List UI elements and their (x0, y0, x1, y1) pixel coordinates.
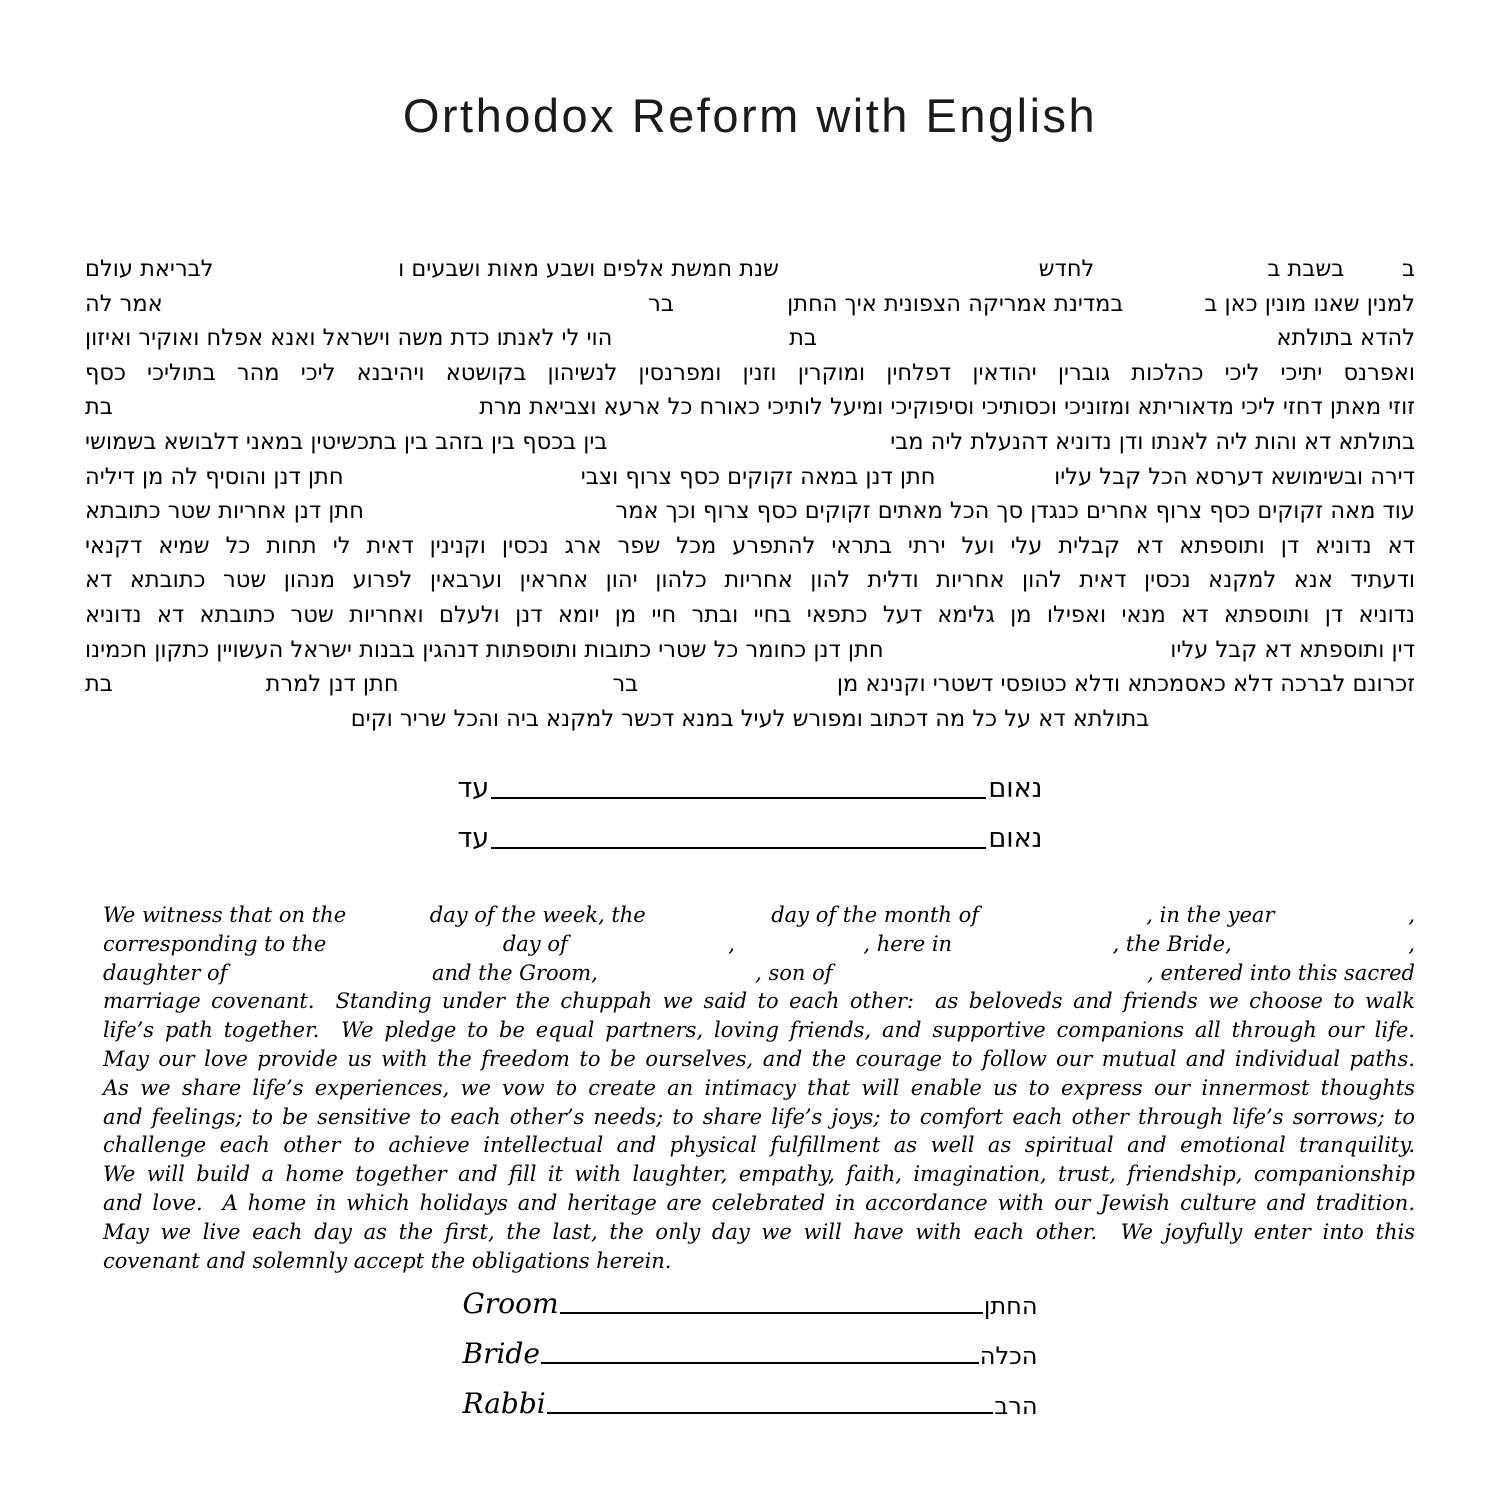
hebrew-contract-line (85, 425, 1415, 460)
hebrew-contract-line: נדוניא דן ותוספתא דא מנאי ואפילו מן גלימא דעל כתפאי בחיי ובתר חיי מן יומא דנן ולעלם ואחריות שטר כתובתא דא נדוניא (85, 601, 1415, 628)
text-segment: הוי לי לאנתו כדת משה וישראל ואנא אפלח ואוקיר ואיזון (85, 325, 613, 352)
text-segment: בין בכסף בין בזהב בין בתכשיטין במאני דלבושא בשמושי (85, 428, 608, 455)
hebrew-contract-line: ודעתיד אנא למקנא נכסין דאית להון אחריות ודלית להון אחריות כלהון יהון אחראין וערבאין לפרוע מנהון שטר כתובתא דא (85, 567, 1415, 594)
bride-label: Bride (462, 1337, 540, 1370)
rabbi-label: Rabbi (462, 1387, 546, 1420)
text-segment: זכרונם לברכה דלא כאסמכתא ודלא כטופסי דשטרי וקנינא מן (836, 671, 1415, 698)
english-covenant-line: May our love provide us with the freedom to be ourselves, and the courage to follow our mutual and individual paths. (103, 1046, 1415, 1071)
text-segment: day of the week, the (429, 903, 646, 927)
text-segment: , in the year (1146, 903, 1275, 927)
hebrew-contract-line (85, 321, 1415, 356)
text-segment: במדינת אמריקה הצפונית איך החתן (787, 290, 1124, 317)
text-segment: daughter of (103, 960, 228, 985)
text-segment: לחדש (1038, 256, 1095, 282)
text-segment: , here in (863, 931, 953, 956)
text-segment: and the Groom, (431, 960, 598, 985)
rabbi-signature-row (463, 1383, 1038, 1420)
hebrew-contract-lines (85, 252, 1415, 702)
text-segment: שנת חמשת אלפים ושבע מאות ושבעים ו (398, 256, 779, 282)
text-segment: , (1408, 931, 1415, 956)
text-segment: דירה ובשימושא דערסא הכל קבל עליו (1054, 463, 1415, 490)
text-segment: לבריאת עולם (85, 256, 214, 282)
text-segment: בתולתא דא והות ליה לאנתו ודן נדוניא דהנעלת ליה מבי (890, 428, 1415, 455)
signature-section (0, 1283, 1500, 1433)
hebrew-contract-line (85, 460, 1415, 495)
hebrew-contract-line (85, 494, 1415, 529)
text-segment: חתן דנן אחריות שטר כתובתא (85, 498, 364, 525)
text-segment: corresponding to the (103, 931, 327, 956)
english-covenant-section (103, 901, 1415, 1275)
text-segment: להדא בתולתא (1276, 325, 1415, 352)
text-segment: , (1408, 903, 1415, 927)
bride-signature-blank (541, 1362, 979, 1364)
english-closing-line: covenant and solemnly accept the obligations herein. (103, 1248, 672, 1273)
hebrew-contract-line (85, 252, 1415, 287)
english-covenant-line (103, 930, 1415, 959)
hebrew-closing-line: בתולתא דא על כל מה דכתוב ומפורש לעיל במנא דכשר למקנא ביה והכל שריר וקים (350, 705, 1150, 732)
witness-signature-row (458, 820, 1043, 854)
hebrew-contract-line (85, 390, 1415, 425)
text-segment: דין ותוספתא דא קבל עליו (1170, 636, 1415, 663)
text-segment: We witness that on the (103, 903, 347, 927)
text-segment: , the Bride, (1112, 931, 1232, 956)
witness-label: עד (457, 823, 490, 854)
text-segment: בת (85, 671, 113, 698)
hebrew-contract-line (85, 287, 1415, 322)
english-covenant-line: We will build a home together and fill it with laughter, empathy, faith, imagination, trust, friendship, companionship (103, 1162, 1415, 1187)
english-covenant-line: life’s path together. We pledge to be equal partners, loving friends, and supportive companions all through our life. (103, 1018, 1415, 1043)
text-segment: ב (1401, 256, 1415, 282)
text-segment: חתן דנן למרת (265, 671, 399, 698)
english-covenant-line: challenge each other to achieve intellectual and physical fulfillment as well as spiritual and emotional tranquility. (103, 1133, 1415, 1158)
text-segment: , entered into this sacred (1147, 960, 1415, 985)
english-covenant-line: May we live each day as the first, the last, the only day we will have with each other. We joyfully enter into this (103, 1219, 1415, 1244)
english-covenant-line: marriage covenant. Standing under the chuppah we said to each other: as beloveds and friends we choose to walk (103, 989, 1415, 1014)
text-segment: , (728, 931, 735, 956)
document-title: Orthodox Reform with English (402, 89, 1098, 142)
text-segment: בשבת ב (1267, 256, 1345, 282)
hebrew-contract-line: ואפרנס יתיכי ליכי כהלכות גוברין יהודאין דפלחין ומוקרין וזנין ומפרנסין לנשיהון בקושטא ויהיבנא ליכי מהר בתוליכי כסף (85, 359, 1415, 386)
hebrew-contract-line (85, 633, 1415, 668)
text-segment: עוד מאה זקוקים כסף צרוף אחרים כנגדן סך הכל מאתים זקוקים כסף צרוף וכך אמר (615, 498, 1415, 525)
text-segment: , son of (755, 960, 833, 985)
witness-signature-blank (491, 797, 986, 799)
groom-label: Groom (462, 1287, 559, 1320)
text-segment: day of the month of (771, 903, 979, 927)
rabbi-hebrew-label: הרב (994, 1392, 1038, 1420)
text-segment: חתן דנן והוסיף לה מן דיליה (85, 463, 344, 490)
groom-hebrew-label: החתן (983, 1292, 1038, 1320)
witness-signature-section (0, 770, 1500, 870)
groom-signature-blank (560, 1312, 983, 1314)
text-segment: בר (648, 290, 674, 317)
text-segment: בת (85, 394, 113, 421)
witness-label: עד (457, 773, 490, 804)
text-segment: בר (612, 671, 639, 698)
rabbi-signature-blank (547, 1412, 994, 1414)
english-covenant-line: and feelings; to be sensitive to each other’s needs; to share life’s joys; to comfort each other through life’s sorrows; to (103, 1104, 1415, 1129)
text-segment: אמר לה (85, 290, 163, 317)
hebrew-contract-section (85, 252, 1415, 736)
english-covenant-line: and love. A home in which holidays and heritage are celebrated in accordance with our Jewish culture and tradition. (103, 1190, 1415, 1215)
witness-declaration-label: נאום (988, 823, 1043, 854)
english-covenant-line (103, 901, 1415, 930)
text-segment: חתן דנן במאה זקוקים כסף צרוף וצבי (580, 463, 936, 490)
witness-declaration-label: נאום (988, 773, 1043, 804)
witness-signature-row (458, 770, 1043, 804)
witness-signature-blank (491, 847, 986, 849)
bride-hebrew-label: הכלה (979, 1342, 1038, 1370)
text-segment: זוזי מאתן דחזי ליכי מדאוריתא ומזוניכי וכסותיכי וסיפוקיכי ומיעל לותיכי כאורח כל ארעא וצביאת מרת (479, 394, 1415, 421)
hebrew-contract-line (85, 667, 1415, 702)
text-segment: למנין שאנו מונין כאן ב (1204, 290, 1415, 317)
english-covenant-line: As we share life’s experiences, we vow to create an intimacy that will enable us to express our innermost thoughts (103, 1075, 1415, 1100)
text-segment: day of (502, 931, 568, 956)
text-segment: בת (789, 325, 817, 352)
english-covenant-line (103, 959, 1415, 988)
bride-signature-row (463, 1333, 1038, 1370)
text-segment: חתן דנן כחומר כל שטרי כתובות ותוספתות דנהגין בבנות ישראל העשויין כתקון חכמינו (85, 636, 884, 663)
groom-signature-row (463, 1283, 1038, 1320)
english-covenant-lines (103, 901, 1415, 1247)
hebrew-contract-line: דא נדוניא דן ותוספתא דא קבלית עלי ועל ירתי בתראי להתפרע מכל שפר ארג נכסין וקנינין דאית לי תחות כל שמיא דקנאי (85, 532, 1415, 559)
